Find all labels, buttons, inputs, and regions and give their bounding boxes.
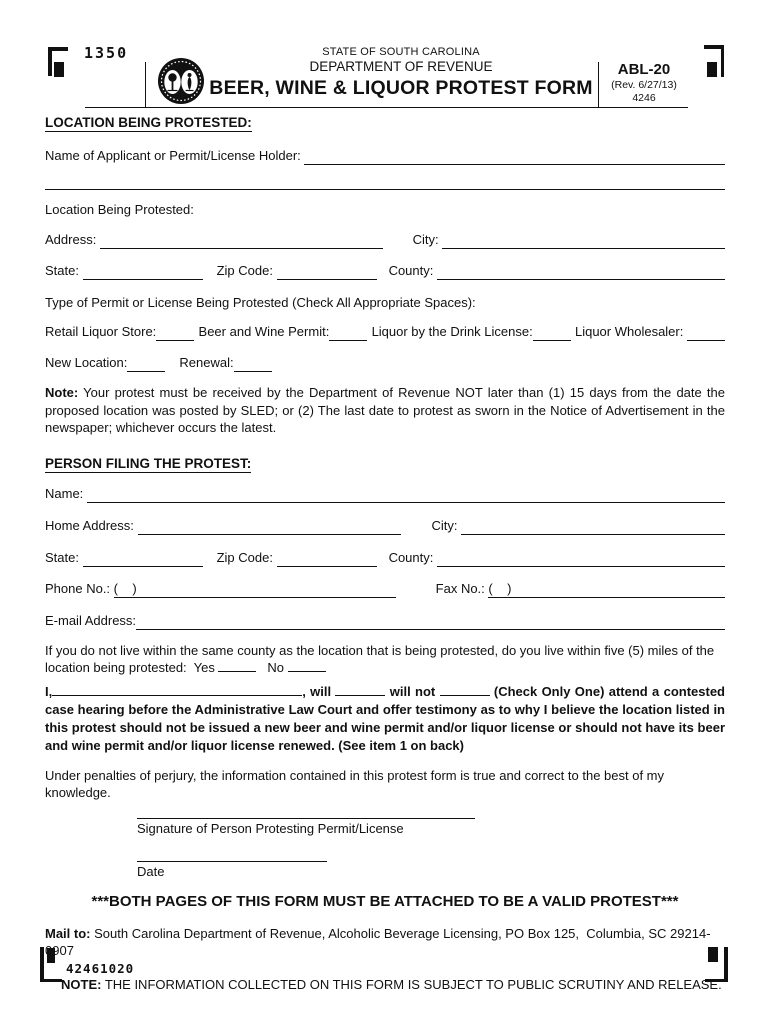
note-label: Note: [45, 385, 79, 400]
person-name-label: Name: [45, 485, 87, 501]
applicant-name-field[interactable] [304, 147, 725, 165]
permit-type-row [45, 323, 725, 341]
footer-note-line [61, 976, 725, 994]
form-title: BEER, WINE & LIQUOR PROTEST FORM [209, 77, 593, 99]
permit-type-heading: Type of Permit or License Being Protested (Check All Appropriate Spaces): [45, 295, 476, 310]
protester-name-field[interactable] [52, 695, 302, 696]
address-field[interactable] [100, 231, 383, 249]
applicant-name-field-continuation[interactable] [45, 189, 725, 190]
note-text: Your protest must be received by the Department of Revenue NOT later than (1) 15 days from the date the proposed location was posted by SLED; or (2) The last date to protest as sworn in the Notice of Advertisement in the newspaper; whichever occurs the latest. [45, 385, 725, 435]
person-county-label: County: [388, 549, 437, 565]
section-heading-person: PERSON FILING THE PROTEST: [45, 455, 252, 471]
form-code: 4246 [632, 92, 656, 104]
location-state-row [45, 262, 725, 280]
footer-note-label: NOTE: [61, 976, 102, 992]
county-field[interactable] [437, 262, 725, 280]
applicant-label: Name of Applicant or Permit/License Holder: [45, 148, 305, 163]
new-location-label: New Location: [45, 355, 128, 370]
no-label: No [267, 660, 288, 675]
beer-wine-permit-label: Beer and Wine Permit: [198, 324, 330, 339]
header-department-line: DEPARTMENT OF REVENUE [309, 59, 493, 74]
person-county-field[interactable] [437, 549, 725, 567]
corner-block-top-left [54, 62, 64, 77]
signature-field[interactable] [137, 805, 475, 819]
phone-field[interactable]: ( ) [114, 580, 396, 598]
location-being-protested-label: Location Being Protested: [45, 202, 194, 217]
email-field[interactable] [136, 612, 725, 630]
home-address-field[interactable] [138, 517, 402, 535]
home-address-row [45, 517, 725, 535]
header-divider-left [145, 62, 146, 108]
state-seal-icon [157, 57, 205, 105]
scanline-code-top: 1350 [84, 44, 129, 62]
renewal-blank[interactable] [234, 354, 272, 372]
within-five-miles-no-blank[interactable] [288, 671, 326, 672]
person-city-label: City: [431, 517, 462, 533]
person-name-field[interactable] [87, 485, 725, 503]
liquor-wholesaler-label: Liquor Wholesaler: [574, 324, 687, 339]
phone-fax-row [45, 580, 725, 598]
beer-wine-permit-blank[interactable] [329, 323, 367, 341]
liquor-drink-license-blank[interactable] [533, 323, 571, 341]
attend-will-label: , will [302, 683, 336, 699]
attend-hearing-paragraph [45, 683, 725, 755]
location-label-row [45, 201, 725, 218]
form-number-block [600, 61, 688, 104]
new-location-blank[interactable] [127, 354, 165, 372]
will-not-attend-blank[interactable] [440, 695, 490, 696]
applicant-row [45, 147, 725, 165]
signature-label: Signature of Person Protesting Permit/License [137, 820, 404, 836]
header-rule [85, 107, 688, 108]
scanline-code-bottom: 42461020 [66, 961, 135, 976]
will-attend-blank[interactable] [335, 695, 385, 696]
home-address-label: Home Address: [45, 517, 138, 533]
attend-rest-text: (Check Only One) attend a contested case hearing before the Administrative Law Court and offer testimony as to why I believe the location listed in this protest should not be issued a new beer and wine permit and/or liquor license or should not have its beer and wine permit and/or liquor license renewed. (See item 1 on back) [45, 683, 725, 753]
attend-will-not-label: will not [385, 683, 440, 699]
state-label: State: [45, 263, 83, 278]
retail-liquor-store-label: Retail Liquor Store: [45, 324, 157, 339]
distance-question-text: If you do not live within the same county as the location that is being protested, do you live within five (5) miles of the location being protested: Yes [45, 642, 715, 675]
fax-label: Fax No.: [435, 580, 489, 596]
corner-block-top-right [707, 62, 717, 77]
person-state-row [45, 549, 725, 567]
location-address-row [45, 231, 725, 249]
corner-mark-bottom-left-v [40, 947, 44, 982]
person-state-label: State: [45, 549, 83, 565]
liquor-drink-license-label: Liquor by the Drink License: [371, 324, 533, 339]
signature-block [137, 805, 725, 880]
perjury-paragraph: Under penalties of perjury, the information contained in this protest form is true and correct to the best of my knowledge. [45, 767, 665, 800]
header-divider-right [598, 62, 599, 108]
header-state-line: STATE OF SOUTH CAROLINA [322, 46, 480, 58]
date-field[interactable] [137, 848, 327, 862]
note-paragraph [45, 384, 725, 437]
renewal-label: Renewal: [179, 355, 234, 370]
person-city-field[interactable] [461, 517, 725, 535]
corner-mark-top-right-v [721, 45, 725, 77]
city-label: City: [412, 232, 443, 247]
footer-note-text: THE INFORMATION COLLECTED ON THIS FORM IS SUBJECT TO PUBLIC SCRUTINY AND RELEASE. [101, 976, 722, 992]
email-label: E-mail Address: [45, 612, 137, 628]
permit-type-heading-row [45, 294, 725, 311]
new-location-row [45, 354, 725, 372]
corner-mark-top-left-v [48, 47, 52, 76]
mail-to-text: South Carolina Department of Revenue, Alcoholic Beverage Licensing, PO Box 125, Columbia, SC 29214-0907 [45, 925, 711, 958]
county-label: County: [388, 263, 437, 278]
attach-warning: ***BOTH PAGES OF THIS FORM MUST BE ATTACHED TO BE A VALID PROTEST*** [91, 892, 679, 910]
attend-prefix: I, [45, 683, 53, 699]
form-number: ABL-20 [617, 61, 671, 78]
zip-field[interactable] [277, 262, 377, 280]
phone-label: Phone No.: [45, 580, 114, 596]
mail-to-line [45, 925, 725, 960]
fax-field[interactable]: ( ) [488, 580, 725, 598]
liquor-wholesaler-blank[interactable] [687, 323, 725, 341]
section-heading-location: LOCATION BEING PROTESTED: [45, 115, 252, 130]
within-five-miles-yes-blank[interactable] [218, 671, 256, 672]
state-field[interactable] [83, 262, 203, 280]
zip-label: Zip Code: [216, 263, 277, 278]
distance-question-paragraph [45, 642, 725, 677]
header-titles [205, 46, 597, 100]
date-label: Date [137, 863, 165, 879]
email-row [45, 612, 725, 630]
form-body [45, 112, 725, 993]
retail-liquor-store-blank[interactable] [156, 323, 194, 341]
person-zip-field[interactable] [277, 549, 377, 567]
person-zip-label: Zip Code: [216, 549, 277, 565]
mail-to-label: Mail to: [45, 925, 91, 941]
person-state-field[interactable] [83, 549, 203, 567]
city-field[interactable] [442, 231, 725, 249]
person-name-row [45, 485, 725, 503]
form-revision: (Rev. 6/27/13) [611, 79, 677, 91]
address-label: Address: [45, 232, 100, 247]
